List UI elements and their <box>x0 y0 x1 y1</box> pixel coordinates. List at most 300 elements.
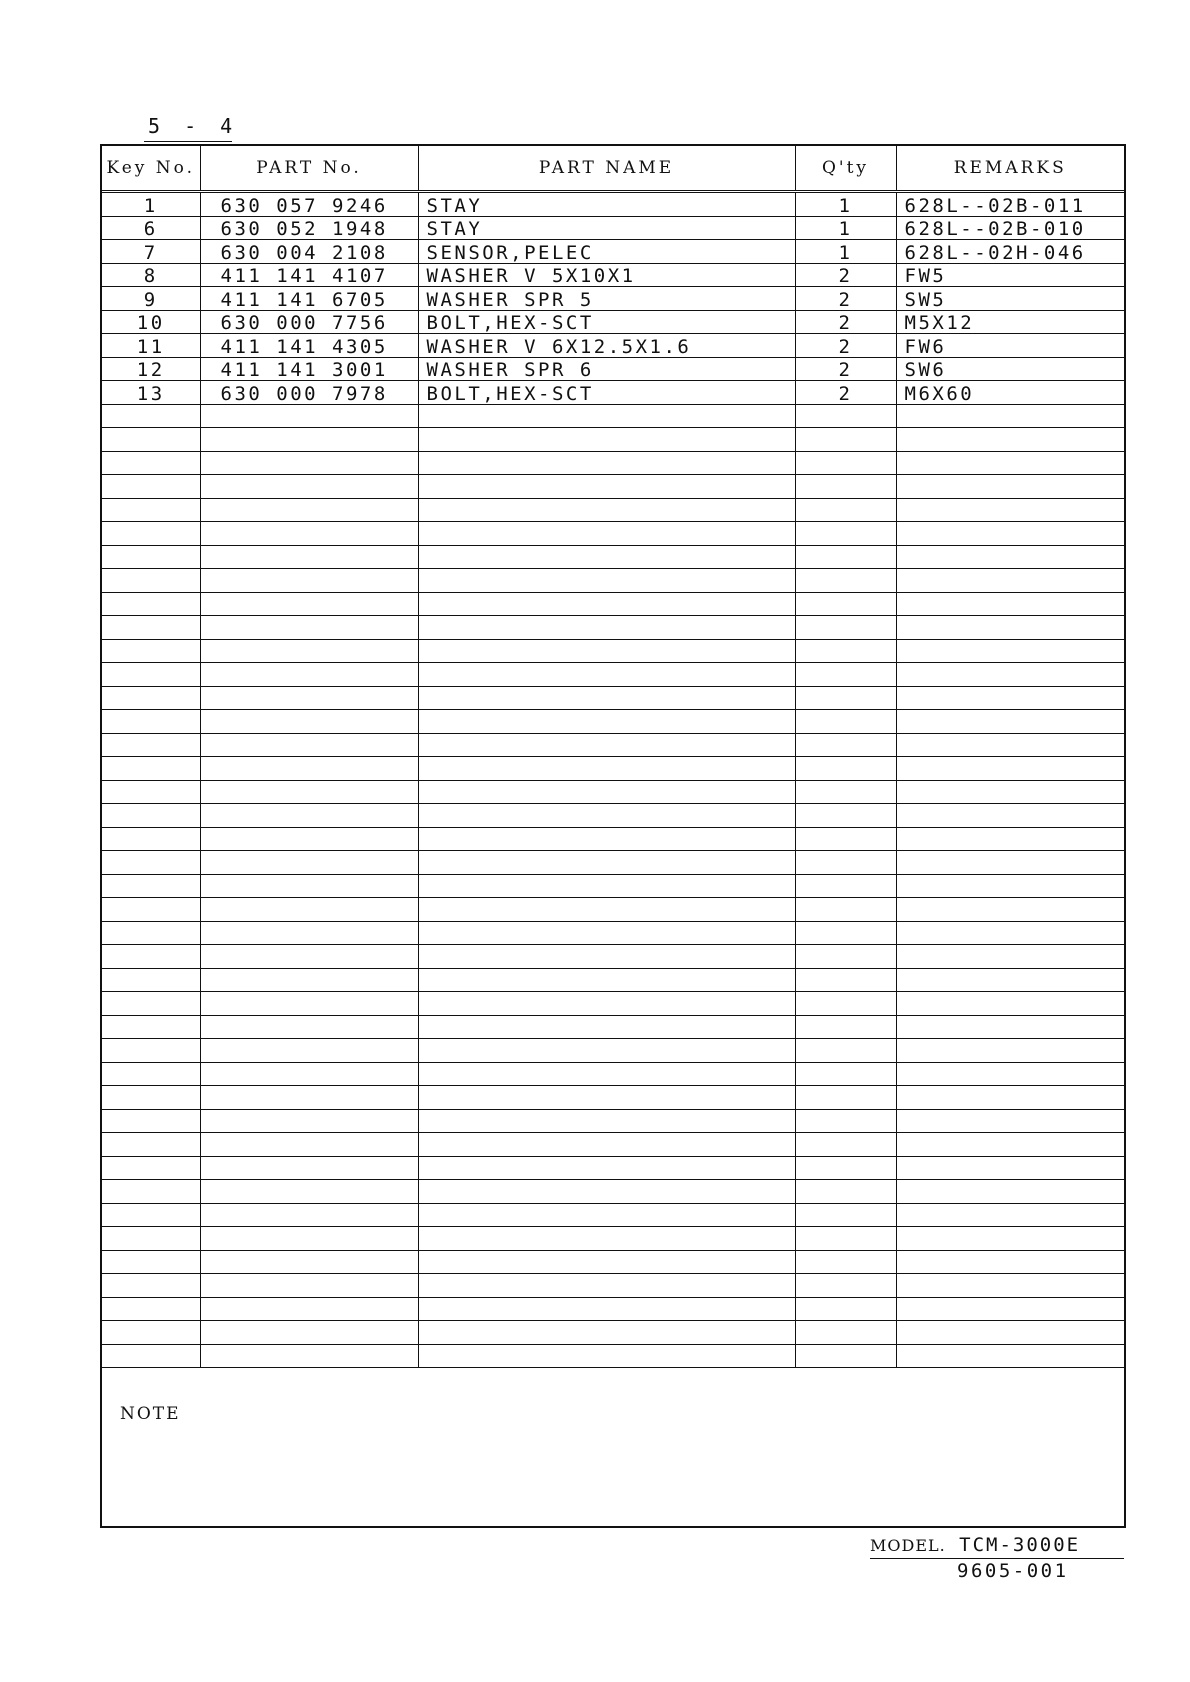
key-no-cell <box>102 1133 200 1157</box>
key-no-cell <box>102 475 200 499</box>
empty-table-row <box>102 1039 1124 1063</box>
part-no-cell: 630 057 9246 <box>200 192 418 217</box>
qty-cell: 2 <box>795 381 896 405</box>
part-name-cell <box>418 945 795 969</box>
empty-table-row <box>102 1180 1124 1204</box>
remarks-cell <box>896 1297 1124 1321</box>
qty-cell: 1 <box>795 240 896 264</box>
remarks-cell <box>896 1156 1124 1180</box>
remarks-cell: 628L--02B-010 <box>896 216 1124 240</box>
qty-cell <box>795 1250 896 1274</box>
part-no-cell <box>200 921 418 945</box>
part-no-cell <box>200 1086 418 1110</box>
part-name-cell <box>418 804 795 828</box>
part-no-cell <box>200 992 418 1016</box>
qty-cell <box>795 945 896 969</box>
part-no-cell <box>200 686 418 710</box>
remarks-cell <box>896 663 1124 687</box>
qty-cell: 2 <box>795 263 896 287</box>
qty-cell <box>795 1062 896 1086</box>
table-row <box>102 240 1124 264</box>
empty-table-row <box>102 780 1124 804</box>
empty-table-row <box>102 827 1124 851</box>
parts-list-sheet <box>100 144 1126 1528</box>
key-no-cell <box>102 451 200 475</box>
remarks-cell <box>896 874 1124 898</box>
key-no-cell <box>102 404 200 428</box>
part-name-cell <box>418 1133 795 1157</box>
part-name-cell: BOLT,HEX-SCT <box>418 310 795 334</box>
key-no-cell <box>102 1274 200 1298</box>
part-name-cell <box>418 921 795 945</box>
part-name-cell <box>418 498 795 522</box>
part-no-cell <box>200 1250 418 1274</box>
part-name-cell <box>418 1274 795 1298</box>
part-no-cell <box>200 1180 418 1204</box>
remarks-cell <box>896 639 1124 663</box>
part-name-cell <box>418 1039 795 1063</box>
part-no-cell: 630 052 1948 <box>200 216 418 240</box>
part-no-cell <box>200 827 418 851</box>
part-name-cell <box>418 1180 795 1204</box>
empty-table-row <box>102 874 1124 898</box>
key-no-cell <box>102 522 200 546</box>
remarks-cell: FW6 <box>896 334 1124 358</box>
remarks-cell <box>896 1039 1124 1063</box>
part-no-cell <box>200 545 418 569</box>
empty-table-row <box>102 639 1124 663</box>
key-no-cell <box>102 663 200 687</box>
remarks-cell <box>896 898 1124 922</box>
qty-cell <box>795 404 896 428</box>
part-no-cell <box>200 1133 418 1157</box>
part-name-cell <box>418 968 795 992</box>
qty-cell <box>795 780 896 804</box>
empty-table-row <box>102 404 1124 428</box>
qty-cell: 1 <box>795 192 896 217</box>
qty-cell <box>795 1133 896 1157</box>
part-name-cell <box>418 898 795 922</box>
key-no-cell: 11 <box>102 334 200 358</box>
key-no-cell <box>102 1015 200 1039</box>
part-name-cell <box>418 522 795 546</box>
key-no-cell <box>102 733 200 757</box>
part-no-cell <box>200 1274 418 1298</box>
empty-table-row <box>102 475 1124 499</box>
part-name-cell <box>418 827 795 851</box>
header-qty: Q'ty <box>795 146 896 192</box>
part-name-cell <box>418 874 795 898</box>
part-no-cell <box>200 1062 418 1086</box>
part-name-cell <box>418 428 795 452</box>
remarks-cell <box>896 1274 1124 1298</box>
empty-table-row <box>102 1250 1124 1274</box>
part-name-cell <box>418 1062 795 1086</box>
key-no-cell <box>102 1321 200 1345</box>
part-name-cell <box>418 1086 795 1110</box>
header-key-no: Key No. <box>102 146 200 192</box>
remarks-cell <box>896 968 1124 992</box>
qty-cell <box>795 804 896 828</box>
part-no-cell <box>200 1227 418 1251</box>
part-name-cell <box>418 1250 795 1274</box>
table-row <box>102 334 1124 358</box>
part-no-cell <box>200 874 418 898</box>
part-no-cell <box>200 1039 418 1063</box>
remarks-cell <box>896 1344 1124 1368</box>
remarks-cell <box>896 1109 1124 1133</box>
empty-table-row <box>102 1274 1124 1298</box>
remarks-cell <box>896 522 1124 546</box>
qty-cell <box>795 757 896 781</box>
part-name-cell <box>418 780 795 804</box>
remarks-cell <box>896 1203 1124 1227</box>
qty-cell <box>795 616 896 640</box>
qty-cell <box>795 1109 896 1133</box>
qty-cell <box>795 475 896 499</box>
key-no-cell <box>102 1227 200 1251</box>
remarks-cell <box>896 945 1124 969</box>
empty-table-row <box>102 686 1124 710</box>
key-no-cell <box>102 498 200 522</box>
part-no-cell <box>200 522 418 546</box>
part-name-cell: STAY <box>418 216 795 240</box>
header-part-name: PART NAME <box>418 146 795 192</box>
qty-cell: 2 <box>795 334 896 358</box>
qty-cell <box>795 1227 896 1251</box>
remarks-cell: FW5 <box>896 263 1124 287</box>
table-row <box>102 357 1124 381</box>
part-name-cell <box>418 475 795 499</box>
remarks-cell <box>896 1133 1124 1157</box>
qty-cell: 1 <box>795 216 896 240</box>
qty-cell: 2 <box>795 310 896 334</box>
remarks-cell <box>896 1321 1124 1345</box>
part-no-cell <box>200 428 418 452</box>
qty-cell <box>795 1297 896 1321</box>
remarks-cell <box>896 498 1124 522</box>
table-header-row <box>102 146 1124 192</box>
qty-cell <box>795 1321 896 1345</box>
qty-cell <box>795 639 896 663</box>
empty-table-row <box>102 522 1124 546</box>
part-no-cell: 411 141 4107 <box>200 263 418 287</box>
key-no-cell <box>102 968 200 992</box>
part-name-cell <box>418 733 795 757</box>
key-no-cell <box>102 686 200 710</box>
key-no-cell <box>102 1039 200 1063</box>
empty-table-row <box>102 1297 1124 1321</box>
qty-cell <box>795 592 896 616</box>
key-no-cell: 6 <box>102 216 200 240</box>
key-no-cell <box>102 545 200 569</box>
table-row <box>102 192 1124 217</box>
part-name-cell <box>418 592 795 616</box>
key-no-cell <box>102 1180 200 1204</box>
key-no-cell <box>102 898 200 922</box>
key-no-cell <box>102 1062 200 1086</box>
key-no-cell <box>102 592 200 616</box>
qty-cell <box>795 545 896 569</box>
part-name-cell <box>418 404 795 428</box>
key-no-cell <box>102 428 200 452</box>
part-no-cell <box>200 804 418 828</box>
qty-cell <box>795 1203 896 1227</box>
remarks-cell <box>896 1227 1124 1251</box>
remarks-cell <box>896 475 1124 499</box>
remarks-cell <box>896 780 1124 804</box>
part-name-cell <box>418 1227 795 1251</box>
qty-cell <box>795 1180 896 1204</box>
empty-table-row <box>102 545 1124 569</box>
qty-cell <box>795 827 896 851</box>
part-no-cell <box>200 733 418 757</box>
key-no-cell <box>102 1297 200 1321</box>
part-name-cell: STAY <box>418 192 795 217</box>
remarks-cell <box>896 404 1124 428</box>
remarks-cell <box>896 804 1124 828</box>
part-name-cell: WASHER V 5X10X1 <box>418 263 795 287</box>
empty-table-row <box>102 968 1124 992</box>
part-name-cell <box>418 710 795 734</box>
part-name-cell <box>418 851 795 875</box>
part-no-cell: 411 141 3001 <box>200 357 418 381</box>
key-no-cell <box>102 616 200 640</box>
empty-table-row <box>102 1086 1124 1110</box>
empty-table-row <box>102 1156 1124 1180</box>
key-no-cell <box>102 874 200 898</box>
key-no-cell <box>102 710 200 734</box>
part-name-cell <box>418 1109 795 1133</box>
empty-table-row <box>102 1203 1124 1227</box>
part-name-cell <box>418 639 795 663</box>
empty-table-row <box>102 1227 1124 1251</box>
key-no-cell: 13 <box>102 381 200 405</box>
part-no-cell <box>200 710 418 734</box>
empty-table-row <box>102 710 1124 734</box>
parts-table <box>102 146 1124 1368</box>
model-label: MODEL. <box>870 1536 946 1555</box>
empty-table-row <box>102 1015 1124 1039</box>
part-no-cell <box>200 498 418 522</box>
part-no-cell <box>200 569 418 593</box>
model-number: TCM-3000E <box>959 1534 1081 1556</box>
qty-cell <box>795 851 896 875</box>
qty-cell <box>795 451 896 475</box>
empty-table-row <box>102 757 1124 781</box>
remarks-cell <box>896 710 1124 734</box>
qty-cell <box>795 569 896 593</box>
qty-cell <box>795 1274 896 1298</box>
remarks-cell <box>896 451 1124 475</box>
key-no-cell <box>102 1344 200 1368</box>
part-no-cell: 630 000 7756 <box>200 310 418 334</box>
empty-table-row <box>102 451 1124 475</box>
part-name-cell: SENSOR,PELEC <box>418 240 795 264</box>
note-label: NOTE <box>120 1404 181 1424</box>
empty-table-row <box>102 1133 1124 1157</box>
key-no-cell <box>102 757 200 781</box>
empty-table-row <box>102 1062 1124 1086</box>
key-no-cell <box>102 569 200 593</box>
key-no-cell <box>102 780 200 804</box>
key-no-cell: 10 <box>102 310 200 334</box>
part-no-cell <box>200 1015 418 1039</box>
qty-cell <box>795 1039 896 1063</box>
part-no-cell: 411 141 4305 <box>200 334 418 358</box>
empty-table-row <box>102 498 1124 522</box>
remarks-cell <box>896 757 1124 781</box>
part-no-cell <box>200 451 418 475</box>
empty-table-row <box>102 663 1124 687</box>
part-no-cell <box>200 851 418 875</box>
part-name-cell <box>418 686 795 710</box>
key-no-cell <box>102 1086 200 1110</box>
remarks-cell <box>896 1015 1124 1039</box>
empty-table-row <box>102 428 1124 452</box>
part-no-cell <box>200 592 418 616</box>
key-no-cell <box>102 827 200 851</box>
table-row <box>102 216 1124 240</box>
part-no-cell <box>200 1109 418 1133</box>
part-no-cell <box>200 404 418 428</box>
table-row <box>102 287 1124 311</box>
table-row <box>102 381 1124 405</box>
key-no-cell <box>102 1109 200 1133</box>
part-name-cell <box>418 1015 795 1039</box>
part-no-cell <box>200 1156 418 1180</box>
remarks-cell <box>896 569 1124 593</box>
part-no-cell <box>200 639 418 663</box>
empty-table-row <box>102 1344 1124 1368</box>
key-no-cell <box>102 1203 200 1227</box>
part-name-cell <box>418 545 795 569</box>
part-no-cell <box>200 968 418 992</box>
part-no-cell <box>200 945 418 969</box>
remarks-cell: M6X60 <box>896 381 1124 405</box>
part-no-cell <box>200 663 418 687</box>
qty-cell <box>795 992 896 1016</box>
qty-cell: 2 <box>795 357 896 381</box>
empty-table-row <box>102 1321 1124 1345</box>
key-no-cell: 1 <box>102 192 200 217</box>
part-name-cell <box>418 1297 795 1321</box>
table-row <box>102 263 1124 287</box>
key-no-cell: 9 <box>102 287 200 311</box>
empty-table-row <box>102 898 1124 922</box>
part-no-cell <box>200 1344 418 1368</box>
qty-cell <box>795 733 896 757</box>
page-number: 5 - 4 <box>148 114 239 138</box>
remarks-cell <box>896 1062 1124 1086</box>
part-no-cell <box>200 757 418 781</box>
remarks-cell <box>896 545 1124 569</box>
key-no-cell <box>102 992 200 1016</box>
key-no-cell <box>102 639 200 663</box>
empty-table-row <box>102 592 1124 616</box>
part-name-cell <box>418 1344 795 1368</box>
qty-cell <box>795 428 896 452</box>
qty-cell <box>795 1086 896 1110</box>
part-name-cell <box>418 451 795 475</box>
part-name-cell <box>418 992 795 1016</box>
empty-table-row <box>102 616 1124 640</box>
empty-table-row <box>102 921 1124 945</box>
qty-cell <box>795 1015 896 1039</box>
part-no-cell: 630 000 7978 <box>200 381 418 405</box>
part-no-cell <box>200 1297 418 1321</box>
part-name-cell <box>418 1321 795 1345</box>
key-no-cell: 8 <box>102 263 200 287</box>
part-name-cell <box>418 569 795 593</box>
part-no-cell <box>200 780 418 804</box>
part-no-cell <box>200 1321 418 1345</box>
qty-cell <box>795 663 896 687</box>
key-no-cell: 12 <box>102 357 200 381</box>
empty-table-row <box>102 804 1124 828</box>
qty-cell <box>795 710 896 734</box>
remarks-cell <box>896 992 1124 1016</box>
part-name-cell: WASHER V 6X12.5X1.6 <box>418 334 795 358</box>
remarks-cell: SW6 <box>896 357 1124 381</box>
remarks-cell <box>896 733 1124 757</box>
remarks-cell <box>896 616 1124 640</box>
part-no-cell: 411 141 6705 <box>200 287 418 311</box>
key-no-cell <box>102 945 200 969</box>
part-name-cell: BOLT,HEX-SCT <box>418 381 795 405</box>
qty-cell <box>795 968 896 992</box>
key-no-cell: 7 <box>102 240 200 264</box>
part-no-cell <box>200 898 418 922</box>
part-name-cell <box>418 616 795 640</box>
part-name-cell <box>418 663 795 687</box>
part-no-cell <box>200 1203 418 1227</box>
remarks-cell: M5X12 <box>896 310 1124 334</box>
qty-cell <box>795 522 896 546</box>
remarks-cell <box>896 1180 1124 1204</box>
qty-cell <box>795 1156 896 1180</box>
part-no-cell <box>200 475 418 499</box>
qty-cell <box>795 921 896 945</box>
empty-table-row <box>102 851 1124 875</box>
empty-table-row <box>102 992 1124 1016</box>
header-remarks: REMARKS <box>896 146 1124 192</box>
empty-table-row <box>102 945 1124 969</box>
remarks-cell: 628L--02B-011 <box>896 192 1124 217</box>
qty-cell: 2 <box>795 287 896 311</box>
part-no-cell <box>200 616 418 640</box>
header-part-no: PART No. <box>200 146 418 192</box>
remarks-cell <box>896 428 1124 452</box>
model-line <box>870 1534 1124 1559</box>
remarks-cell <box>896 827 1124 851</box>
key-no-cell <box>102 921 200 945</box>
remarks-cell: 628L--02H-046 <box>896 240 1124 264</box>
table-row <box>102 310 1124 334</box>
key-no-cell <box>102 804 200 828</box>
empty-table-row <box>102 569 1124 593</box>
part-no-cell: 630 004 2108 <box>200 240 418 264</box>
remarks-cell <box>896 1086 1124 1110</box>
document-code: 9605-001 <box>957 1560 1069 1582</box>
qty-cell <box>795 898 896 922</box>
qty-cell <box>795 686 896 710</box>
remarks-cell <box>896 686 1124 710</box>
remarks-cell <box>896 592 1124 616</box>
empty-table-row <box>102 733 1124 757</box>
remarks-cell: SW5 <box>896 287 1124 311</box>
empty-table-row <box>102 1109 1124 1133</box>
